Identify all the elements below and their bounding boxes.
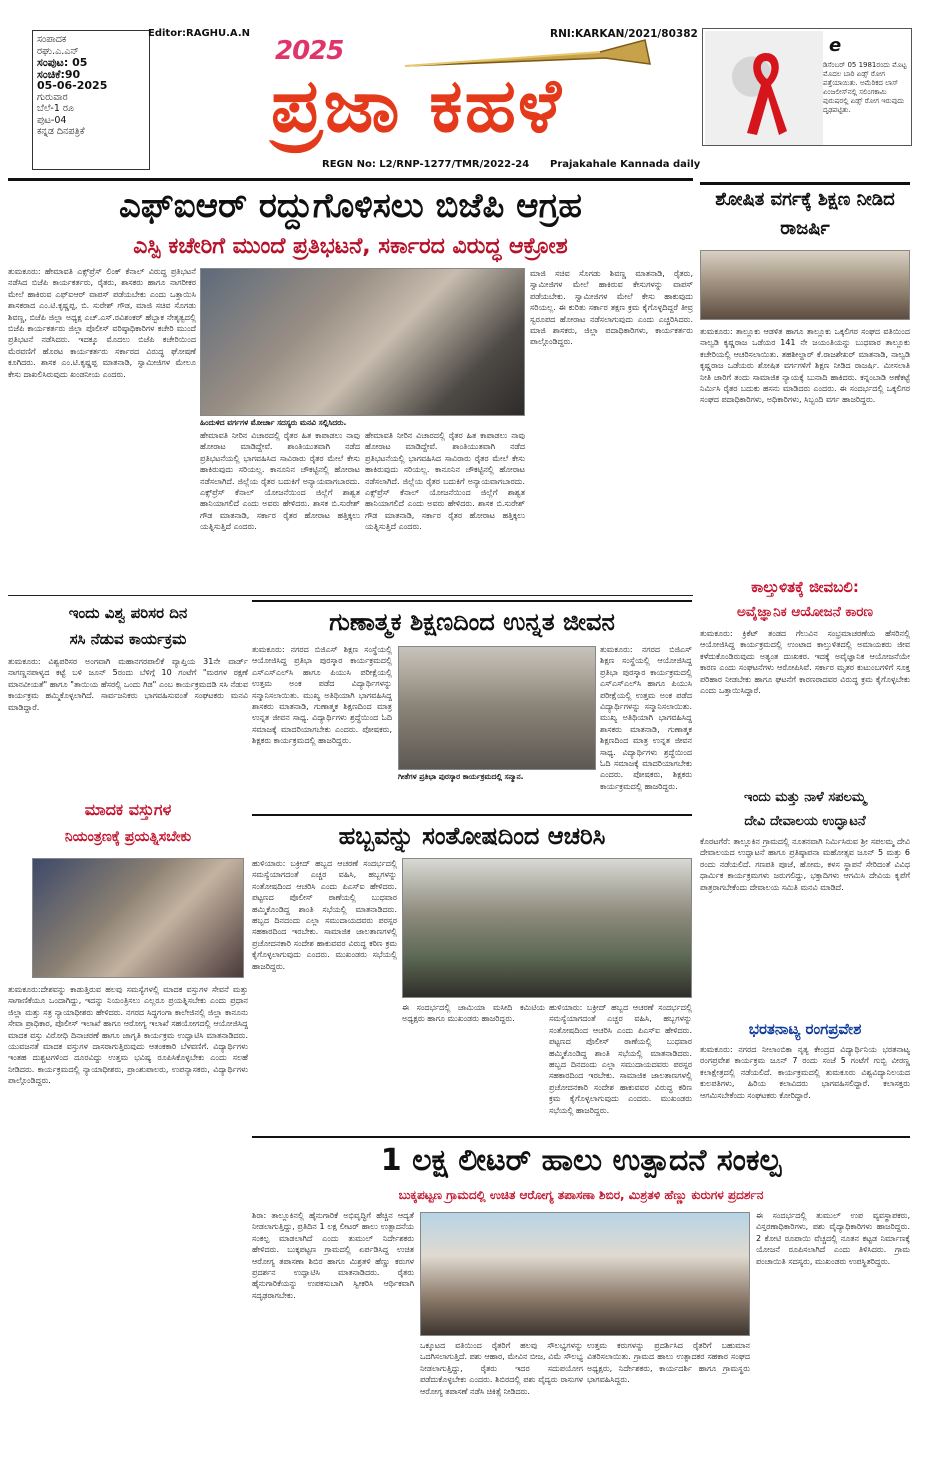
- dance-headline: ಭರತನಾಟ್ಯ ರಂಗಪ್ರವೇಶ: [748, 1020, 862, 1038]
- aids-info-text: ಡಿಸೆಂಬರ್ 05 1981ರಂದು ಮೊಟ್ಟ ಮೊದಲ ಬಾರಿ ಏಡ್ಸ್ ರೋಗ ಪತ್ತೆಯಾಯಿತು. ಅಮೆರಿಕದ ಲಾಸ್ ಏಂಜಲೀಸ್‌ನಲ್ಲಿ ಸಲಿಂಗಕಾಮಿ ಪುರುಷರಲ್ಲಿ ಏಡ್ಸ್ ರೋಗ ಇರುವುದು ದೃಢಪಟ್ಟಿತು.: [823, 61, 907, 114]
- stampede-body: ತುಮಕೂರು: ಕ್ರಿಕೆಟ್ ತಂಡದ ಗೆಲುವಿನ ಸಂಭ್ರಮಾಚರಣೆಯ ಹೆಸರಿನಲ್ಲಿ ಆಯೋಜಿಸಿದ್ದ ಕಾರ್ಯಕ್ರಮದಲ್ಲಿ ಉಂಟಾದ ಕಾಲ್ತುಳಿತದಲ್ಲಿ ಅಮಾಯಕರು ಜೀವ ಕಳೆದುಕೊಂಡಿರುವುದು ಅತ್ಯಂತ ದುಃಖಕರ. ಇದಕ್ಕೆ ಅವೈಜ್ಞಾನಿಕ ಆಯೋಜನೆಯೇ ಕಾರಣ ಎಂದು ಸಂಘಟನೆಗಳು ಆರೋಪಿಸಿವೆ. ಸರ್ಕಾರ ಮೃತರ ಕುಟುಂಬಗಳಿಗೆ ಸೂಕ್ತ ಪರಿಹಾರ ನೀಡಬೇಕು ಹಾಗೂ ಘಟನೆಗೆ ಕಾರಣರಾದವರ ವಿರುದ್ಧ ಕ್ರಮ ಕೈಗೊಳ್ಳಬೇಕು ಎಂದು ಒತ್ತಾಯಿಸಿದ್ದಾರೆ.: [700, 629, 910, 696]
- drugs-body: ತುಮಕೂರು:ದೇಶವನ್ನು ಕಾಡುತ್ತಿರುವ ಹಲವು ಸಮಸ್ಯೆಗಳಲ್ಲಿ ಮಾದಕ ವಸ್ತುಗಳ ಸೇವನೆ ಮತ್ತು ಸಾಗಾಣಿಕೆಯೂ ಒಂದಾಗಿದ್ದು, ಇದನ್ನು ನಿಯಂತ್ರಿಸಲು ಎಲ್ಲರೂ ಪ್ರಯತ್ನಿಸಬೇಕು ಎಂದು ಪ್ರಧಾನ ಜಿಲ್ಲಾ ಮತ್ತು ಸತ್ರ ನ್ಯಾಯಾಧೀಶರು ಹೇಳಿದರು. ನಗರದ ಸಿದ್ಧಗಂಗಾ ಕಾಲೇಜಿನಲ್ಲಿ ಜಿಲ್ಲಾ ಕಾನೂನು ಸೇವಾ ಪ್ರಾಧಿಕಾರ, ಪೊಲೀಸ್ ಇಲಾಖೆ ಹಾಗೂ ಆರೋಗ್ಯ ಇಲಾಖೆ ಸಹಯೋಗದಲ್ಲಿ ಆಯೋಜಿಸಿದ್ದ ಮಾದಕ ವಸ್ತು ವಿರೋಧಿ ದಿನಾಚರಣೆ ಹಾಗೂ ಜಾಗೃತಿ ಕಾರ್ಯಕ್ರಮ ಉದ್ಘಾಟಿಸಿ ಮಾತನಾಡಿದರು. ಯುವಜನತೆ ಮಾದಕ ವಸ್ತುಗಳ ದಾಸರಾಗುತ್ತಿರುವುದು ಆತಂಕಕಾರಿ ಬೆಳವಣಿಗೆ. ವಿದ್ಯಾರ್ಥಿಗಳು ಇಂತಹ ದುಶ್ಚಟಗಳಿಂದ ದೂರವಿದ್ದು ಉತ್ತಮ ಭವಿಷ್ಯ ರೂಪಿಸಿಕೊಳ್ಳಬೇಕು ಎಂದು ಸಲಹೆ ನೀಡಿದರು. ಕಾರ್ಯಕ್ರಮದಲ್ಲಿ ನ್ಯಾಯಾಧೀಶರು, ಪ್ರಾಂಶುಪಾಲರು, ಉಪನ್ಯಾಸಕರು, ವಿದ್ಯಾರ್ಥಿಗಳು ಪಾಲ್ಗೊಂಡಿದ್ದರು.: [8, 985, 248, 1086]
- festival-headline: ಹಬ್ಬವನ್ನು ಸಂತೋಷದಿಂದ ಆಚರಿಸಿ: [252, 814, 692, 854]
- lead-body-col2: ಹೇಮಾವತಿ ನೀರಿನ ವಿಚಾರದಲ್ಲಿ ರೈತರ ಹಿತ ಕಾಪಾಡಲು ನಾವು ಹೋರಾಟ ಮಾಡಿದ್ದೇವೆ. ಶಾಂತಿಯುತವಾಗಿ ನಡೆದ ಪ್ರತಿಭಟನೆಯಲ್ಲಿ ಭಾಗವಹಿಸಿದ ಸಾವಿರಾರು ರೈತರ ಮೇಲೆ ಕೇಸು ಹಾಕಿರುವುದು ಸರಿಯಲ್ಲ. ಕಾನೂನಿನ ಚೌಕಟ್ಟಿನಲ್ಲಿ ಹೋರಾಟ ನಡೆಸಲಾಗಿದೆ. ಜಿಲ್ಲೆಯ ರೈತರ ಬದುಕಿಗೆ ಅನ್ಯಾಯವಾಗಬಾರದು. ಎಕ್ಸ್‌ಪ್ರೆಸ್ ಕೆನಾಲ್ ಯೋಜನೆಯಿಂದ ಜಿಲ್ಲೆಗೆ ಶಾಶ್ವತ ಹಾನಿಯಾಗಲಿದೆ ಎಂದು ಅವರು ಹೇಳಿದರು. ಶಾಸಕ ಬಿ.ಸುರೇಶ್ ಗೌಡ ಮಾತನಾಡಿ, ಸರ್ಕಾರ ರೈತರ ಹೋರಾಟ ಹತ್ತಿಕ್ಕಲು ಯತ್ನಿಸುತ್ತಿದೆ ಎಂದರು.: [200, 431, 360, 532]
- drugs-subheadline: ನಿಯಂತ್ರಣಕ್ಕೆ ಪ್ರಯತ್ನಿಸಬೇಕು: [64, 829, 192, 845]
- rni-number: RNI:KARKAN/2021/80382: [550, 28, 698, 40]
- milk-subheadline: ಬುಕ್ಕಪಟ್ಟಣ ಗ್ರಾಮದಲ್ಲಿ ಉಚಿತ ಆರೋಗ್ಯ ತಪಾಸಣಾ ಶಿಬಿರ, ಮಿಶ್ರತಳಿ ಹೆಣ್ಣು ಕುರುಗಳ ಪ್ರದರ್ಶನ: [398, 1188, 764, 1202]
- lead-photo-caption: ಹಿಂದುಳಿದ ವರ್ಗಗಳ ಮೋರ್ಚಾ ಸದಸ್ಯರು ಮನವಿ ಸಲ್ಲಿಸಿದರು.: [200, 418, 347, 427]
- newspaper-title: ಪ್ರಜಾ ಕಹಳೆ: [270, 63, 564, 149]
- milk-body-col3: ಉತ್ತಮ ಕರುಗಳನ್ನು ಪ್ರದರ್ಶಿಸಿದ ರೈತರಿಗೆ ಬಹುಮಾನ ವಿತರಿಸಲಾಯಿತು. ಗ್ರಾಮದ ಹಾಲು ಉತ್ಪಾದಕರ ಸಹಕಾರ ಸಂಘದ ಅಧ್ಯಕ್ಷರು, ನಿರ್ದೇಶಕರು, ಕಾರ್ಯದರ್ಶಿ ಹಾಗೂ ಗ್ರಾಮಸ್ಥರು ಭಾಗವಹಿಸಿದ್ದರು.: [587, 1341, 750, 1385]
- aids-info-box: [702, 28, 912, 146]
- drugs-event-photo: [32, 858, 244, 978]
- editor-credit: Editor:RAGHU.A.N: [148, 28, 251, 39]
- issue-info-line: ರಘು.ಎ.ಎನ್: [37, 45, 79, 57]
- education-photo-caption: ಗೀತೆಗಳ ಪ್ರತಿಭಾ ಪುರಸ್ಕಾರ ಕಾರ್ಯಕ್ರಮದಲ್ಲಿ ಸನ್ಮಾನ.: [398, 772, 524, 781]
- festival-body: ಹುಳಿಯಾರು: ಬಕ್ರೀದ್ ಹಬ್ಬದ ಆಚರಣೆ ಸಂದರ್ಭದಲ್ಲಿ ಸಮಸ್ಯೆಯಾಗದಂತೆ ಎಚ್ಚರ ವಹಿಸಿ, ಹಬ್ಬಗಳನ್ನು ಸಂತೋಷದಿಂದ ಆಚರಿಸಿ ಎಂದು ಪಿಎಸ್‌ಐ ಹೇಳಿದರು. ಪಟ್ಟಣದ ಪೊಲೀಸ್ ಠಾಣೆಯಲ್ಲಿ ಬುಧವಾರ ಹಮ್ಮಿಕೊಂಡಿದ್ದ ಶಾಂತಿ ಸಭೆಯಲ್ಲಿ ಮಾತನಾಡಿದರು. ಹಬ್ಬದ ದಿನದಂದು ಎಲ್ಲಾ ಸಮುದಾಯದವರು ಪರಸ್ಪರ ಸಹಕಾರದಿಂದ ಇರಬೇಕು. ಸಾಮಾಜಿಕ ಜಾಲತಾಣಗಳಲ್ಲಿ ಪ್ರಚೋದನಕಾರಿ ಸಂದೇಶ ಹಾಕುವವರ ವಿರುದ್ಧ ಕಠಿಣ ಕ್ರಮ ಕೈಗೊಳ್ಳಲಾಗುವುದು ಎಂದರು. ಮುಖಂಡರು ಸಭೆಯಲ್ಲಿ ಹಾಜರಿದ್ದರು.: [252, 859, 397, 971]
- issue-info-line: ಪುಟ-04: [37, 114, 67, 126]
- registration-number: REGN No: L2/RNP-1277/TMR/2022-24: [322, 159, 530, 170]
- environment-headline: ಇಂದು ವಿಶ್ವ ಪರಿಸರ ದಿನ: [68, 604, 188, 622]
- lead-headline: ಎಫ್‌ಐಆರ್ ರದ್ದುಗೊಳಿಸಲು ಬಿಜೆಪಿ ಆಗ್ರಹ: [8, 178, 693, 228]
- rajarshi-photo: [700, 250, 910, 320]
- e-logo: e: [829, 35, 842, 56]
- milk-body-col4: ಈ ಸಂದರ್ಭದಲ್ಲಿ ತುಮುಲ್ ಉಪ ವ್ಯವಸ್ಥಾಪಕರು, ವಿಸ್ತರಣಾಧಿಕಾರಿಗಳು, ಪಶು ವೈದ್ಯಾಧಿಕಾರಿಗಳು ಹಾಜರಿದ್ದರು. 2 ಕೋಟಿ ರೂಪಾಯಿ ವೆಚ್ಚದಲ್ಲಿ ನೂತನ ಕಟ್ಟಡ ನಿರ್ಮಾಣಕ್ಕೆ ಯೋಜನೆ ರೂಪಿಸಲಾಗಿದೆ ಎಂದು ತಿಳಿಸಿದರು. ಗ್ರಾಮ ಪಂಚಾಯಿತಿ ಸದಸ್ಯರು, ಮುಖಂಡರು ಉಪಸ್ಥಿತರಿದ್ದರು.: [756, 1211, 910, 1266]
- education-headline: ಗುಣಾತ್ಮಕ ಶಿಕ್ಷಣದಿಂದ ಉನ್ನತ ಜೀವನ: [252, 600, 692, 640]
- lead-body-col2b: ಹೇಮಾವತಿ ನೀರಿನ ವಿಚಾರದಲ್ಲಿ ರೈತರ ಹಿತ ಕಾಪಾಡಲು ನಾವು ಹೋರಾಟ ಮಾಡಿದ್ದೇವೆ. ಶಾಂತಿಯುತವಾಗಿ ನಡೆದ ಪ್ರತಿಭಟನೆಯಲ್ಲಿ ಭಾಗವಹಿಸಿದ ಸಾವಿರಾರು ರೈತರ ಮೇಲೆ ಕೇಸು ಹಾಕಿರುವುದು ಸರಿಯಲ್ಲ. ಕಾನೂನಿನ ಚೌಕಟ್ಟಿನಲ್ಲಿ ಹೋರಾಟ ನಡೆಸಲಾಗಿದೆ. ಜಿಲ್ಲೆಯ ರೈತರ ಬದುಕಿಗೆ ಅನ್ಯಾಯವಾಗಬಾರದು. ಎಕ್ಸ್‌ಪ್ರೆಸ್ ಕೆನಾಲ್ ಯೋಜನೆಯಿಂದ ಜಿಲ್ಲೆಗೆ ಶಾಶ್ವತ ಹಾನಿಯಾಗಲಿದೆ ಎಂದು ಅವರು ಹೇಳಿದರು. ಶಾಸಕ ಬಿ.ಸುರೇಶ್ ಗೌಡ ಮಾತನಾಡಿ, ಸರ್ಕಾರ ರೈತರ ಹೋರಾಟ ಹತ್ತಿಕ್ಕಲು ಯತ್ನಿಸುತ್ತಿದೆ ಎಂದರು.: [365, 431, 525, 532]
- drugs-headline: ಮಾದಕ ವಸ್ತುಗಳ: [84, 800, 172, 819]
- year-badge: 2025: [275, 36, 344, 66]
- education-photo: [398, 646, 596, 770]
- lead-subheadline: ಎಸ್ಪಿ ಕಚೇರಿಗೆ ಮುಂದೆ ಪ್ರತಿಭಟನೆ, ಸರ್ಕಾರದ ವಿರುದ್ಧ ಆಕ್ರೋಶ: [133, 234, 568, 259]
- world-map-image: [705, 31, 823, 145]
- milk-headline: 1 ಲಕ್ಷ ಲೀಟರ್ ಹಾಲು ಉತ್ಪಾದನೆ ಸಂಕಲ್ಪ: [252, 1136, 910, 1182]
- milk-body-col1: ಶಿರಾ: ತಾಲ್ಲೂಕಿನಲ್ಲಿ ಹೈನುಗಾರಿಕೆ ಅಭಿವೃದ್ಧಿಗೆ ಹೆಚ್ಚಿನ ಆದ್ಯತೆ ನೀಡಲಾಗುತ್ತಿದ್ದು, ಪ್ರತಿದಿನ 1 ಲಕ್ಷ ಲೀಟರ್ ಹಾಲು ಉತ್ಪಾದನೆಯ ಸಂಕಲ್ಪ ಮಾಡಲಾಗಿದೆ ಎಂದು ತುಮುಲ್ ನಿರ್ದೇಶಕರು ಹೇಳಿದರು. ಬುಕ್ಕಪಟ್ಟಣ ಗ್ರಾಮದಲ್ಲಿ ಏರ್ಪಡಿಸಿದ್ದ ಉಚಿತ ಆರೋಗ್ಯ ತಪಾಸಣಾ ಶಿಬಿರ ಹಾಗೂ ಮಿಶ್ರತಳಿ ಹೆಣ್ಣು ಕರುಗಳ ಪ್ರದರ್ಶನ ಉದ್ಘಾಟಿಸಿ ಮಾತನಾಡಿದರು. ರೈತರು ಹೈನುಗಾರಿಕೆಯನ್ನು ಉಪಕಸುಬಾಗಿ ಸ್ವೀಕರಿಸಿ ಆರ್ಥಿಕವಾಗಿ ಸದೃಢರಾಗಬೇಕು.: [252, 1211, 414, 1300]
- issue-info-line: ಸಂಪಾದಕ: [37, 34, 67, 45]
- festival-meeting-photo: [402, 858, 692, 998]
- issue-info-line: 05-06-2025: [37, 79, 108, 92]
- issue-info-line: ಸಂಚಿಕೆ:90: [37, 67, 81, 81]
- dance-body: ತುಮಕೂರು: ನಗರದ ನೀಲಾಂಬಿಕಾ ನೃತ್ಯ ಕೇಂದ್ರದ ವಿದ್ಯಾರ್ಥಿನಿಯ ಭರತನಾಟ್ಯ ರಂಗಪ್ರವೇಶ ಕಾರ್ಯಕ್ರಮ ಜೂನ್ 7 ರಂದು ಸಂಜೆ 5 ಗಂಟೆಗೆ ಗುಬ್ಬಿ ವೀರಣ್ಣ ಕಲಾಕ್ಷೇತ್ರದಲ್ಲಿ ನಡೆಯಲಿದೆ. ಕಾರ್ಯಕ್ರಮದಲ್ಲಿ ತುಮಕೂರು ವಿಶ್ವವಿದ್ಯಾನಿಲಯದ ಕುಲಪತಿಗಳು, ಹಿರಿಯ ಕಲಾವಿದರು ಭಾಗವಹಿಸಲಿದ್ದಾರೆ. ಕಲಾಸಕ್ತರು ಆಗಮಿಸಬೇಕೆಂದು ಸಂಘಟಕರು ಕೋರಿದ್ದಾರೆ.: [700, 1045, 910, 1100]
- environment-body: ತುಮಕೂರು: ವಿಶ್ವಪರಿಸರ ಅಂಗವಾಗಿ ಮಹಾನಗರಪಾಲಿಕೆ ವ್ಯಾಪ್ತಿಯ 31ನೇ ವಾರ್ಡ್ ನಾಗಣ್ಣನಪಾಳ್ಯದ ಕಟ್ಟೆ ಬಳಿ ಜೂನ್ 5ರಂದು ಬೆಳಿಗ್ಗೆ 10 ಗಂಟೆಗೆ "ಮರಗಳ ರಕ್ಷಣೆ ಮಾನವೀಯತೆ" ಹಾಗೂ "ತಾಯಿಯ ಹೆಸರಲ್ಲಿ ಒಂದು ಗಿಡ" ಎಂಬ ಕಾರ್ಯಕ್ರಮದಡಿ ಸಸಿ ನೆಡುವ ಕಾರ್ಯಕ್ರಮ ಹಮ್ಮಿಕೊಳ್ಳಲಾಗಿದೆ. ಸಾರ್ವಜನಿಕರು ಭಾಗವಹಿಸುವಂತೆ ಸಂಘಟಕರು ಮನವಿ ಮಾಡಿದ್ದಾರೆ.: [8, 657, 248, 712]
- section-divider: [8, 595, 693, 596]
- festival-caption-col1: ಈ ಸಂದರ್ಭದಲ್ಲಿ ಜಾಮಿಯಾ ಮಸೀದಿ ಕಮಿಟಿಯ ಅಧ್ಯಕ್ಷರು ಹಾಗೂ ಮುಖಂಡರು ಹಾಜರಿದ್ದರು.: [402, 1003, 545, 1024]
- issue-info-line: ಸಂಪುಟ: 05: [37, 56, 88, 69]
- temple-body: ಕೊರಟಗೆರೆ: ತಾಲ್ಲೂಕಿನ ಗ್ರಾಮದಲ್ಲಿ ನೂತನವಾಗಿ ನಿರ್ಮಿಸಿರುವ ಶ್ರೀ ಸಪಲಮ್ಮ ದೇವಿ ದೇವಾಲಯದ ಉದ್ಘಾಟನೆ ಹಾಗೂ ಪ್ರತಿಷ್ಠಾಪನಾ ಮಹೋತ್ಸವ ಜೂನ್ 5 ಮತ್ತು 6 ರಂದು ನಡೆಯಲಿದೆ. ಗಣಪತಿ ಪೂಜೆ, ಹೋಮ, ಕಳಸ ಸ್ಥಾಪನೆ ಸೇರಿದಂತೆ ವಿವಿಧ ಧಾರ್ಮಿಕ ಕಾರ್ಯಕ್ರಮಗಳು ಜರುಗಲಿದ್ದು, ಭಕ್ತಾದಿಗಳು ಆಗಮಿಸಿ ದೇವಿಯ ಕೃಪೆಗೆ ಪಾತ್ರರಾಗಬೇಕೆಂದು ದೇವಾಲಯ ಸಮಿತಿ ಮನವಿ ಮಾಡಿದೆ.: [700, 837, 910, 892]
- education-body-col1: ತುಮಕೂರು: ನಗರದ ಬಿಜಿಎಸ್ ಶಿಕ್ಷಣ ಸಂಸ್ಥೆಯಲ್ಲಿ ಆಯೋಜಿಸಿದ್ದ ಪ್ರತಿಭಾ ಪುರಸ್ಕಾರ ಕಾರ್ಯಕ್ರಮದಲ್ಲಿ ಎಸ್‌ಎಸ್‌ಎಲ್‌ಸಿ ಹಾಗೂ ಪಿಯುಸಿ ಪರೀಕ್ಷೆಯಲ್ಲಿ ಉತ್ತಮ ಅಂಕ ಪಡೆದ ವಿದ್ಯಾರ್ಥಿಗಳನ್ನು ಸನ್ಮಾನಿಸಲಾಯಿತು. ಮುಖ್ಯ ಅತಿಥಿಯಾಗಿ ಭಾಗವಹಿಸಿದ್ದ ಶಾಸಕರು ಮಾತನಾಡಿ, ಗುಣಾತ್ಮಕ ಶಿಕ್ಷಣದಿಂದ ಮಾತ್ರ ಉನ್ನತ ಜೀವನ ಸಾಧ್ಯ. ವಿದ್ಯಾರ್ಥಿಗಳು ಶ್ರದ್ಧೆಯಿಂದ ಓದಿ ಸಮಾಜಕ್ಕೆ ಮಾದರಿಯಾಗಬೇಕು ಎಂದರು. ಪೋಷಕರು, ಶಿಕ್ಷಕರು ಕಾರ್ಯಕ್ರಮದಲ್ಲಿ ಹಾಜರಿದ್ದರು.: [252, 645, 392, 746]
- red-ribbon-icon: [743, 49, 789, 137]
- masthead: [30, 26, 910, 174]
- issue-info-line: ಬೆಲೆ-1 ರೂ: [37, 103, 74, 114]
- environment-subheadline: ಸಸಿ ನೆಡುವ ಕಾರ್ಯಕ್ರಮ: [69, 630, 187, 648]
- issue-info-line: ಕನ್ನಡ ದಿನಪತ್ರಿಕೆ: [37, 126, 85, 137]
- rajarshi-headline: ಶೋಷಿತ ವರ್ಗಕ್ಕೆ ಶಿಕ್ಷಣ ನೀಡಿದ ರಾಜರ್ಷಿ: [700, 182, 910, 246]
- lead-body-col3: ಮಾಜಿ ಸಚಿವ ಸೊಗಡು ಶಿವಣ್ಣ ಮಾತನಾಡಿ, ರೈತರು, ಸ್ವಾಮೀಜಿಗಳ ಮೇಲೆ ಹಾಕಿರುವ ಕೇಸುಗಳನ್ನು ವಾಪಸ್ ಪಡೆಯಬೇಕು. ಸ್ವಾಮೀಜಿಗಳ ಮೇಲೆ ಕೇಸು ಹಾಕುವುದು ಸರಿಯಲ್ಲ. ಈ ಕುರಿತು ಸರ್ಕಾರ ತಕ್ಷಣ ಕ್ರಮ ಕೈಗೊಳ್ಳದಿದ್ದರೆ ತೀವ್ರ ಸ್ವರೂಪದ ಹೋರಾಟ ನಡೆಸಲಾಗುವುದು ಎಂದು ಎಚ್ಚರಿಸಿದರು. ಮಾಜಿ ಶಾಸಕರು, ಜಿಲ್ಲಾ ಪದಾಧಿಕಾರಿಗಳು, ಕಾರ್ಯಕರ್ತರು ಪಾಲ್ಗೊಂಡಿದ್ದರು.: [530, 269, 693, 347]
- temple-headline: ಇಂದು ಮತ್ತು ನಾಳೆ ಸಪಲಮ್ಮ: [744, 790, 866, 805]
- paper-name-english: Prajakahale Kannada daily: [550, 159, 701, 170]
- stampede-subheadline: ಅವೈಜ್ಞಾನಿಕ ಆಯೋಜನೆ ಕಾರಣ: [737, 604, 873, 620]
- issue-info-box: [32, 30, 150, 170]
- lead-body-col1: ತುಮಕೂರು: ಹೇಮಾವತಿ ಎಕ್ಸ್‌ಪ್ರೆಸ್ ಲಿಂಕ್ ಕೆನಾಲ್ ವಿರುದ್ಧ ಪ್ರತಿಭಟನೆ ನಡೆಸಿದ ಬಿಜೆಪಿ ಕಾರ್ಯಕರ್ತರು, ರೈತರು, ಶಾಸಕರು ಹಾಗೂ ನಾಗರೀಕರ ಮೇಲೆ ಹಾಕಿರುವ ಎಫ್‌ಐಆರ್ ವಾಪಸ್ ಪಡೆಯಬೇಕು ಎಂದು ಒತ್ತಾಯಿಸಿ ಶಾಸಕರಾದ ಎಂ.ಟಿ.ಕೃಷ್ಣಪ್ಪ, ಬಿ. ಸುರೇಶ್ ಗೌಡ, ಮಾಜಿ ಸಚಿವ ಸೊಗಡು ಶಿವಣ್ಣ, ಬಿಜೆಪಿ ಜಿಲ್ಲಾ ಅಧ್ಯಕ್ಷ ಎಚ್.ಎಸ್.ರವಿಶಂಕರ್ ಹೆಬ್ಬಾಕ ನೇತೃತ್ವದಲ್ಲಿ ಬಿಜೆಪಿ ಕಾರ್ಯಕರ್ತರು ಜಿಲ್ಲಾ ಪೊಲೀಸ್ ವರಿಷ್ಠಾಧಿಕಾರಿಗಳ ಕಚೇರಿ ಮುಂದೆ ಪ್ರತಿಭಟನೆ ನಡೆಸಿದರು. ಇದಕ್ಕೂ ಮೊದಲು ಬಿಜೆಪಿ ಕಚೇರಿಯಿಂದ ಮೆರವಣಿಗೆ ಹೊರಟ ಕಾರ್ಯಕರ್ತರು ಸರ್ಕಾರದ ವಿರುದ್ಧ ಘೋಷಣೆ ಕೂಗಿದರು. ಶಾಸಕ ಎಂ.ಟಿ.ಕೃಷ್ಣಪ್ಪ ಮಾತನಾಡಿ, ಸ್ವಾಮೀಜಿಗಳ ಮೇಲೂ ಕೇಸು ದಾಖಲಿಸಿರುವುದು ಖಂಡನೀಯ ಎಂದರು.: [8, 267, 196, 379]
- issue-info-line: ಗುರುವಾರ: [37, 91, 68, 103]
- rajarshi-body: ತುಮಕೂರು: ತಾಲ್ಲೂಕು ಆಡಳಿತ ಹಾಗೂ ತಾಲ್ಲೂಕು ಒಕ್ಕಲಿಗರ ಸಂಘದ ವತಿಯಿಂದ ನಾಲ್ವಡಿ ಕೃಷ್ಣರಾಜ ಒಡೆಯರ 141 ನೇ ಜಯಂತಿಯನ್ನು ಬುಧವಾರ ತಾಲ್ಲೂಕು ಕಚೇರಿಯಲ್ಲಿ ಆಚರಿಸಲಾಯಿತು. ತಹಶೀಲ್ದಾರ್ ಕೆ.ರಾಜಶೇಖರ್ ಮಾತನಾಡಿ, ನಾಲ್ವಡಿ ಕೃಷ್ಣರಾಜ ಒಡೆಯರು ಶೋಷಿತ ವರ್ಗಗಳಿಗೆ ಶಿಕ್ಷಣ ನೀಡಿದ ರಾಜರ್ಷಿ. ಮೀಸಲಾತಿ ನೀತಿ ಜಾರಿಗೆ ತಂದು ಸಾಮಾಜಿಕ ನ್ಯಾಯಕ್ಕೆ ಬುನಾದಿ ಹಾಕಿದರು. ಕನ್ನಂಬಾಡಿ ಅಣೆಕಟ್ಟೆ ನಿರ್ಮಿಸಿ ರೈತರ ಬದುಕು ಹಸನು ಮಾಡಿದರು ಎಂದರು. ಈ ಸಂದರ್ಭದಲ್ಲಿ ಒಕ್ಕಲಿಗರ ಸಂಘದ ಪದಾಧಿಕಾರಿಗಳು, ಅಧಿಕಾರಿಗಳು, ಸಿಬ್ಬಂದಿ ವರ್ಗ ಹಾಜರಿದ್ದರು.: [700, 327, 910, 405]
- lead-protest-photo: [200, 268, 525, 416]
- milk-event-photo: [420, 1212, 750, 1336]
- temple-subheadline: ದೇವಿ ದೇವಾಲಯ ಉದ್ಘಾಟನೆ: [744, 814, 866, 829]
- stampede-headline: ಕಾಲ್ತುಳಿತಕ್ಕೆ ಜೀವಬಲಿ:: [751, 578, 859, 596]
- milk-body-col2: ಒಕ್ಕೂಟದ ವತಿಯಿಂದ ರೈತರಿಗೆ ಹಲವು ಸೌಲಭ್ಯಗಳನ್ನು ಒದಗಿಸಲಾಗುತ್ತಿದೆ. ಪಶು ಆಹಾರ, ಮೇವಿನ ಬೀಜ, ವಿಮೆ ಸೌಲಭ್ಯ ನೀಡಲಾಗುತ್ತಿದ್ದು, ರೈತರು ಇದರ ಸದುಪಯೋಗ ಪಡೆದುಕೊಳ್ಳಬೇಕು ಎಂದರು. ಶಿಬಿರದಲ್ಲಿ ಪಶು ವೈದ್ಯರು ರಾಸುಗಳ ಆರೋಗ್ಯ ತಪಾಸಣೆ ನಡೆಸಿ ಚಿಕಿತ್ಸೆ ನೀಡಿದರು.: [420, 1341, 583, 1396]
- education-body-col2: ತುಮಕೂರು: ನಗರದ ಬಿಜಿಎಸ್ ಶಿಕ್ಷಣ ಸಂಸ್ಥೆಯಲ್ಲಿ ಆಯೋಜಿಸಿದ್ದ ಪ್ರತಿಭಾ ಪುರಸ್ಕಾರ ಕಾರ್ಯಕ್ರಮದಲ್ಲಿ ಎಸ್‌ಎಸ್‌ಎಲ್‌ಸಿ ಹಾಗೂ ಪಿಯುಸಿ ಪರೀಕ್ಷೆಯಲ್ಲಿ ಉತ್ತಮ ಅಂಕ ಪಡೆದ ವಿದ್ಯಾರ್ಥಿಗಳನ್ನು ಸನ್ಮಾನಿಸಲಾಯಿತು. ಮುಖ್ಯ ಅತಿಥಿಯಾಗಿ ಭಾಗವಹಿಸಿದ್ದ ಶಾಸಕರು ಮಾತನಾಡಿ, ಗುಣಾತ್ಮಕ ಶಿಕ್ಷಣದಿಂದ ಮಾತ್ರ ಉನ್ನತ ಜೀವನ ಸಾಧ್ಯ. ವಿದ್ಯಾರ್ಥಿಗಳು ಶ್ರದ್ಧೆಯಿಂದ ಓದಿ ಸಮಾಜಕ್ಕೆ ಮಾದರಿಯಾಗಬೇಕು ಎಂದರು. ಪೋಷಕರು, ಶಿಕ್ಷಕರು ಕಾರ್ಯಕ್ರಮದಲ್ಲಿ ಹಾಜರಿದ್ದರು.: [600, 645, 692, 791]
- festival-body-col2: ಹುಳಿಯಾರು: ಬಕ್ರೀದ್ ಹಬ್ಬದ ಆಚರಣೆ ಸಂದರ್ಭದಲ್ಲಿ ಸಮಸ್ಯೆಯಾಗದಂತೆ ಎಚ್ಚರ ವಹಿಸಿ, ಹಬ್ಬಗಳನ್ನು ಸಂತೋಷದಿಂದ ಆಚರಿಸಿ ಎಂದು ಪಿಎಸ್‌ಐ ಹೇಳಿದರು. ಪಟ್ಟಣದ ಪೊಲೀಸ್ ಠಾಣೆಯಲ್ಲಿ ಬುಧವಾರ ಹಮ್ಮಿಕೊಂಡಿದ್ದ ಶಾಂತಿ ಸಭೆಯಲ್ಲಿ ಮಾತನಾಡಿದರು. ಹಬ್ಬದ ದಿನದಂದು ಎಲ್ಲಾ ಸಮುದಾಯದವರು ಪರಸ್ಪರ ಸಹಕಾರದಿಂದ ಇರಬೇಕು. ಸಾಮಾಜಿಕ ಜಾಲತಾಣಗಳಲ್ಲಿ ಪ್ರಚೋದನಕಾರಿ ಸಂದೇಶ ಹಾಕುವವರ ವಿರುದ್ಧ ಕಠಿಣ ಕ್ರಮ ಕೈಗೊಳ್ಳಲಾಗುವುದು ಎಂದರು. ಮುಖಂಡರು ಸಭೆಯಲ್ಲಿ ಹಾಜರಿದ್ದರು.: [549, 1003, 692, 1115]
